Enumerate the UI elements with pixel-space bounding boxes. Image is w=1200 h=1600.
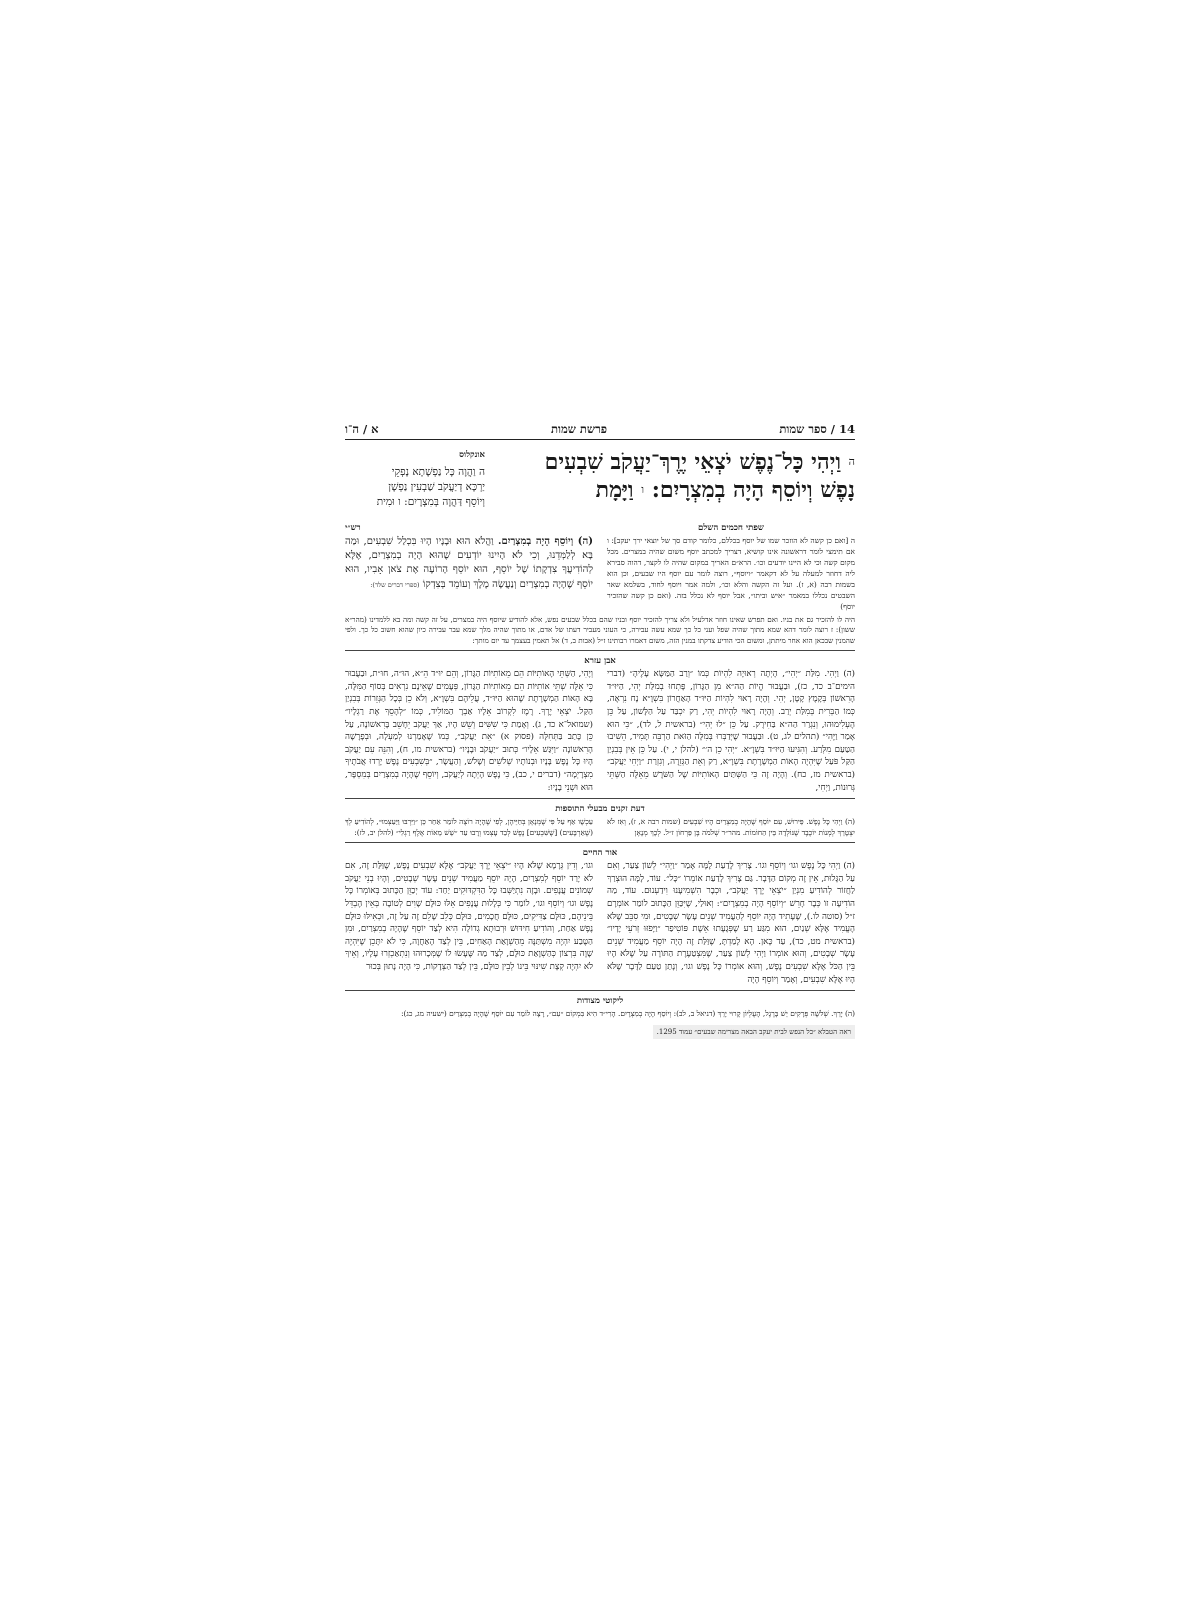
sifsei-title: שפתי חכמים השלם [698, 523, 764, 533]
onkelos-line-2: יַרְכָּא דְיַעֲקֹב שַׁבְעִין נַפְשָׁן [388, 481, 485, 493]
onkelos [345, 448, 485, 512]
ibn-ezra-right: (ה) וַיְהִי. מִלַּת ״יְהִי״, הָיְתָה רְאוּיָה לִהְיוֹת כְּמוֹ ״וְרַב הַמַּשָּׂא עָלֶיהָ״ (דברי הימים־ב כד, כז), וּבַעֲבוּר הֱיוֹת הַה״א מִן הַגָּרוֹן, פָּתְחוּ בְמִלַּת יְהִי, הַיּוּ״ד הָרִאשׁוֹן בְּקָמֶץ קָטָן, יְהִי. וְהָיָה רָאוּי לִהְיוֹת הַיּוּ״ד הָאַחֲרוֹן בִּשְׁוָ״א נָח נִרְאֶה, כְּמוֹ הַבְּרִית בְּמִלַּת יְרַב. וְהָיָה רָאוּי לִהְיוֹת יְהִי, רַק יִכְבַּד עַל הַלָּשׁוֹן, עַל כֵּן הֶעְלִימוּהוּ, וְנִגְרַר הַה״א בַּחִירֶק. עַל כֵּן ״לוּ יְהִי״ (בראשית ל, לד), ״כִּי הוּא אָמַר וַיֶּהִי״ (תהלים לג, ט). וּבַעֲבוּר שֶׁיְּדַבְּרוּ בְּמִלָּה הַזֹּאת הַרְבֵּה תָּמִיד, הֵשִׁיבוּ הַטַּעַם מִלְּרַע. וְהִגִּיעוּ הַיּוּ״ד בִּשְׁוָ״א. ״יְהִי כֵן ה׳״ (להלן י, י). עַל כֵּן אֵין בְּבִנְיַן הַקַּל פֹּעַל שֶׁיִּהְיֶה הָאוֹת הַמְשָׁרֶתֶת בִּשְׁוָ״א, רַק וְאֵת הַגְּזֵרָה, וְגִזְרַת ״וַיְחִי יַעֲקֹב״ (בראשית מז, כח). וְהָיָה זֶה כִּי הַשְּׁתַּיִם הָאוֹתִיּוֹת שֶׁל הַשֹּׁרֶשׁ מֵאֵלֶּה הַשְּׁתֵּי גְּרוּנוֹת, וַיְחִי, [607, 669, 855, 793]
verse-line-1 [495, 448, 855, 476]
or-hachaim-right: (ה) וַיְהִי כָּל נֶפֶשׁ וגו׳ וְיוֹסֵף וגו׳. צָרִיךְ לָדַעַת לָמָּה אָמַר ״וַיְהִי״ לְשׁוֹן צַעַר, וְאִם עַל הַגָּלוּת, אֵין זֶה מְקוֹם הַדָּבָר. גַּם צָרִיךְ לָדַעַת אוֹמְרוֹ ״כָּל״. עוֹד, לָמָּה הוּצְרַךְ לַחֲזוֹר לְהוֹדִיעַ מִנְיַן ״יֹצְאֵי יֶרֶךְ יַעֲקֹב״, וּכְבָר הִשְׁמִיעָנוּ וִידַעְנוּם. עוֹד, מַה הוֹדִיעָה זוֹ כְּבָר חָרֵשׁ ״וְיוֹסֵף הָיָה בְמִצְרָיִם״: וְאוּלַי, שֶׁיִּכַּוֵּן הַכָּתוּב לוֹמַר אוֹמְרָם ז״ל (סוטה לו.), שֶׁעָתִיד הָיָה יוֹסֵף לְהַעֲמִיד שְׁנֵים עָשָׂר שְׁבָטִים, וּמִי סִבֵּב שֶׁלֹּא הֶעֱמִיד אֶלָּא שְׁנַיִם, הוּא מִגַּע רַע שֶׁפְּגָעָתוּ אֵשֶׁת פּוֹטִיפַר ״וַיָּפֹזּוּ זְרֹעֵי יָדָיו״ (בראשית מט, כד), עַד כָּאן. הָא לָמַדְתָּ, שֶׁוַּלַּת זֶה הָיָה יוֹסֵף מַעֲמִיד שְׁנֵים עָשָׂר שְׁבָטִים, וְהוּא אוֹמְרוֹ וַיְהִי לְשׁוֹן צַעַר, שֶׁמִּצְטַעֶרֶת הַתּוֹרָה עַל שֶׁלֹּא הָיוּ בֵּין הַכֹּל אֶלָּא שִׁבְעִים נֶפֶשׁ, וְהוּא אוֹמְרוֹ כָּל נֶפֶשׁ וגו׳, וְנָתַן טַעַם לַדָּבָר שֶׁלֹּא הָיוּ אֶלָּא שִׁבְעִים, וְאָמַר וְיוֹסֵף הָיָה [607, 861, 855, 985]
rashi-text: וַהֲלֹא הוּא וּבָנָיו הָיוּ בִּכְלַל שִׁבְעִים, וּמַה בָּא לְלַמְּדֵנוּ, וְכִי לֹא הָיִינוּ יוֹדְעִים שֶׁהוּא הָיָה בְמִצְרַיִם, אֶלָּא לְהוֹדִיעֲךָ צִדְקָתוֹ שֶׁל יוֹסֵף, הוּא יוֹסֵף הָרוֹעֶה אֶת צֹאן אָבִיו, הוּא יוֹסֵף שֶׁהָיָה בְמִצְרַיִם וְנַעֲשָׂה מֶלֶךְ וְעוֹמֵד בְּצִדְקוֹ [345, 536, 593, 590]
likutei-text: (ה) יָרֵךְ. שְׁלֹשָׁה פְּרָקִים יֵשׁ בָּרֶגֶל, הָעֶלְיוֹן קָרוּי יָרֵךְ (דניאל ב, לב): וְיוֹסֵף הָיָה בְמִצְרָיִם. הָרִי״ד הִיא בִּמְקוֹם ״עִם״, רָצָה לוֹמַר עִם יוֹסֵף שֶׁהָיָה בְמִצְרַיִם (ישעיה מג, כג): [401, 1009, 855, 1019]
rashi-title: רש״י [345, 523, 361, 533]
daas-title: דעת זקנים מבעלי התוספות [555, 804, 645, 815]
divider [345, 650, 855, 651]
verse-number: ה [848, 455, 855, 468]
likutei-title: ליקוטי מצודות [576, 996, 624, 1007]
verse-line-2-text: נָפֶשׁ וְיוֹסֵף הָיָה בְמִצְרָיִם: [651, 477, 855, 503]
parsha-title: פרשת שמות [551, 422, 607, 436]
onkelos-num: ה [478, 466, 485, 478]
torah-page [345, 422, 855, 1039]
rashi-heading: (ה) וְיוֹסֵף הָיָה בְמִצְרַיִם. [498, 536, 593, 547]
onkelos-title: אונקלוס [459, 450, 485, 460]
or-hachaim [345, 860, 855, 986]
daas-left: עַכְשָׁו אַף עַל פִּי שֶׁמְּנָאָן בְּחַיֵּיהֶן, לְפִי שֶׁהָיָה רוֹצֶה לוֹמַר אַחַר כֵּן ״וַיִּרְבּוּ וַיַּעַצְמוּ״, לְהוֹדִיעַ לְךָ (שֶׁאַרְבָּעִים) [שֶׁשִּׁבְעִים] נֶפֶשׁ לְבַד עָצְמוּ וְרָבוּ עַד ״שֵׁשׁ מֵאוֹת אֶלֶף רַגְלִי״ (להלן יב, לז): [345, 817, 593, 838]
ibn-ezra [345, 668, 855, 794]
sifsei-chachamim [607, 518, 855, 612]
verse-number-2: ו [641, 483, 645, 496]
daas-right: (ה) וַיְהִי כָּל נֶפֶשׁ. פֵּירוּשׁ, עִם יוֹסֵף שֶׁהָיָה בְמִצְרַיִם הָיוּ שִׁבְעִים (שמות רבה א, ז), וְאִז לֹא יִצְטָרֵךְ לְמְנוֹת יוֹכֶבֶד שֶׁנּוֹלְדָה בֵּין הַחוֹמוֹת. מהר״ר שְׁלֹמֹה בֶּן פַּרְחוֹן ז״ל. לְכָךְ מְנָאָן [607, 817, 855, 838]
divider [345, 990, 855, 991]
verse-text [495, 448, 855, 512]
sifsei-text: ה [ואם כן קשה לא הוזכר שמו של יוסף בכללם, כלומר קודם סך של יוצאי ירך יעקב]: ו אם תימצי לומר דראשונה אינו קושיא, דצריך למכתב יוסף משום שהיה במצרים. מכל מקום קשה וכי לא היינו יודעים וכו׳. הרא״ם האריך במקום שהיה לו לקצר, דהוה סבירא ליה דחוזר למעלה על לא דקאמר ״ויוסף״, רוצה לומר עם יוסף היו שבעים, וכן הוא בשמות רבה (א, ז). ועל זה הקשה והלא וכו׳, ולמה אמר ויוסף לחוד, בשלמא שאר השבטים נכללו במאמר ״איש וביתו״, אבל יוסף לא נכלל בזה. (ואם כן קשה שהזכיר יוסף) [607, 536, 855, 611]
daas-zekenim [345, 816, 855, 838]
ibn-ezra-title: אבן עזרא [584, 656, 616, 667]
divider [345, 842, 855, 843]
chapter-verse: א / ה־ו [345, 422, 379, 436]
rashi-source: (ספרי דברים שלד): [370, 580, 420, 589]
or-hachaim-title: אור החיים [582, 848, 618, 859]
onkelos-line-3: וְיוֹסֵף דַּהֲוָה בְּמִצְרָיִם: ו וּמִית [376, 496, 485, 508]
onkelos-line-1 [345, 465, 485, 480]
running-head [345, 422, 855, 440]
onkelos-line-1-text: וַהֲוָה כָּל נַפְשָׁתָא נָפְקֵי [391, 466, 476, 478]
verse-line-2-end: וַיָּמָת [595, 477, 634, 503]
verse-line-2 [495, 476, 855, 504]
ibn-ezra-left: וְיֶהִי, הַשְּׁתֵּי הָאוֹתִיּוֹת הֵם מֵאוֹתִיּוֹת הַגָּרוֹן, וְהֵם יוּ״ד הֵ״א, הוּ״ה, חוּ״ת, וּבַעֲבוּר כִּי אֵלֶּה שְׁתֵּי אוֹתִיּוֹת הֵם מֵאוֹתִיּוֹת הַגָּרוֹן, פְּעָמִים שֶׁאֵינָם נִרְאִים בְּסוֹף הַמִּלָּה, בָּא הָאוֹת הַמְשָׁרֶתֶת שֶׁהוּא הַיּוּ״ד, עֲלֵיהֶם בִּשְׁוָ״א, וְלֹא כֵן בְּכָל הַגְּזֵרוֹת בְּבִנְיַן הַקַּל. יֹצְאֵי יֶרֶךְ. רֶמֶז לִקְרוֹב אֵלָיו אַבְרָ הַמּוֹלִיד, כְּמוֹ ״לְהָסֵךְ אֶת רַגְלָיו״ (שמואל־א כד, ג). וְאָמַת כִּי שִׁשִּׁים וְשֵׁשׁ הָיוּ, אַךְ יַעֲקֹב יֵחָשֵׁב בָּרִאשׁוֹנָה, עַל כֵּן כָּתַב בַּתְּחִלָּה (פסוק א) ״אֵת יַעֲקֹב״, כְּמוֹ שֶׁאָמַרְנוּ לְמַעְלָה, וּבְפָרָשָׁה הָרִאשׁוֹנָה ״וַיִּגַּשׁ אֵלָיו״ כְּתוּב ״יַעֲקֹב וּבָנָיו״ (בראשית מו, ח), וְהִנֵּה עִם יַעֲקֹב הָיוּ כָּל נֶפֶשׁ בָּנָיו וּבְנוֹתָיו שְׁלֹשִׁים וְשָׁלֹשׁ, וְהַעֲשָׂר, ״בְּשִׁבְעִים נֶפֶשׁ יָרְדוּ אֲבֹתֶיךָ מִצְרָיְמָה״ (דברים י, כב), כִּי נֶפֶשׁ הָיְתָה לְיַעֲקֹב, וְיוֹסֵף שֶׁהָיָה בְמִצְרַיִם בְּמִסְפָּר, הוּא וּשְׁנֵי בָנָיו: [345, 669, 593, 793]
or-hachaim-left: וגו׳, וְדִין גְּרָמָא שֶׁלֹּא הָיוּ ״יֹצְאֵי יֶרֶךְ יַעֲקֹב״ אֶלָּא שִׁבְעִים נֶפֶשׁ, שֶׁוַּלַּת זֶה, אִם לֹא יָרַד יוֹסֵף לְמִצְרַיִם, הָיָה יוֹסֵף מַעֲמִיד שְׁנֵים עָשָׂר שְׁבָטִים, וְהָיוּ בְנֵי יַעֲקֹב שְׁמוֹנִים עֲנָפִים. וּבָזֶה נִתְיַשְּׁבוּ כָּל הַדִּקְדּוּקִים יַחַד: עוֹד יְכַוֵּן הַכָּתוּב בְּאוֹמְרוֹ כָּל נֶפֶשׁ וגו׳ וְיוֹסֵף וגו׳, לוֹמַר כִּי כְּלָלוּת עֲנָפִים אֵלּוּ כּוּלָּם שָׁוִים לְטוֹבָה בְּאֵין הֶבְדֵּל בֵּינֵיהֶם, כּוּלָּם צַדִּיקִים, כּוּלָּם חֲכָמִים, כּוּלָּם כְּלֵב שָׁלֵם זֶה עַל זֶה, וּכְאִילּוּ כּוּלָּם נֶפֶשׁ אַחַת, וְהוֹדִיעַ חִידּוּשׁ וּרְבוּתָא גְדוֹלָה הִיא לְצַד יוֹסֵף שֶׁהָיָה בְמִצְרַיִם, וּמִן הַטֶּבַע יִהְיֶה מִשְׁתַּנֶּה מֵהַשְׁוָאַת הָאַחִים, בֵּין לְצַד הָאַחֲוָה, כִּי לֹא יִתָּכֵן שֶׁיִּהְיֶה שָׁוֶה בִּרְצוֹן כְּהַשְׁוָאַת כּוּלָּם, לְצַד מַה שֶּׁעָשׂוּ לוֹ שֶׁמְּכָרוּהוּ וְנִתְאַכְזְרוּ עָלָיו, וְאֵיךְ לֹא יִהְיֶה קְצָת שִׁינּוּי בֵּינוֹ לְבֵין כּוּלָּם, בֵּין לְצַד הַצְּדָקוֹת, כִּי הָיָה נָתוּן בְּכוּר [345, 861, 593, 972]
rashi-body [345, 535, 593, 592]
verse-block [345, 448, 855, 512]
page-label: 14 / ספר שמות [779, 422, 855, 436]
sifsei-rashi-row [345, 518, 855, 612]
sifsei-continued: היה לו להזכיר גם את בניו. ואם תפרש שאינו חוזר אדלעיל ולא צריך להזכיר יוסף ובניו שהם בכלל שבעים נפש, אלא להודיע שיוסף היה במצרים, על זה קשה ומה בא ללמדינו (מהר״א ששון): ז רוצה לומר דהא שמא מתוך שהיה שפל ועני כל כך שמא עשה עבירה, כי העוני מעביר דעתו של אדם, או מתוך שהיה מלך שמא עבר עבירה כיון שהוא חשוב כל כך. ולפי שהמנין שבכאן הוא אחר מיתתן, ומשום הכי הודיע צדקתו במנין הזה, משום דאמרו רבותינו ז״ל (אבות ב, ד) אל תאמין בעצמך עד יום מותך: [345, 615, 855, 645]
rashi [345, 518, 593, 612]
divider [345, 798, 855, 799]
verse-line-1-text: וַיְהִי כָּל־נֶפֶשׁ יֹצְאֵי יֶרֶךְ־יַעֲקֹב שִׁבְעִים [544, 449, 841, 475]
footer-note: ראה הטבלא ״כל הנפש לבית יעקב הבאה מצרימה שבעים״ עמוד 1295. [653, 1025, 855, 1039]
